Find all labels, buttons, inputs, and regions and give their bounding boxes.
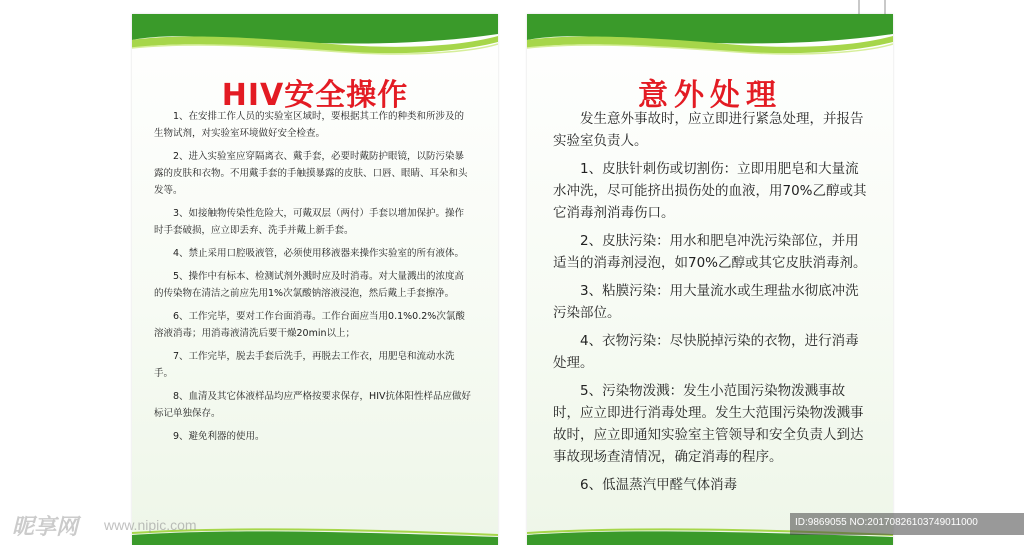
top-wave-decoration [527,14,893,58]
paragraph: 5、操作中有标本、检测试剂外溅时应及时消毒。对大量溅出的浓度高的传染物在清洁之前应先用1%次氯酸钠溶液浸泡，然后戴上手套擦净。 [154,271,465,299]
poster-title: HIV安全操作 [221,78,409,113]
paragraph: 4、禁止采用口腔吸液管，必须使用移液器来操作实验室的所有液体。 [173,248,465,259]
paragraph: 1、在安排工作人员的实验室区域时，要根据其工作的种类和所涉及的生物试剂，对实验室环境做好安全检查。 [154,111,465,139]
paragraph: 1、皮肤针刺伤或切割伤：立即用肥皂和大量流水冲洗，尽可能挤出损伤处的血液，用70%乙醇或其它消毒剂消毒伤口。 [553,161,867,221]
paragraph: 3、如接触物传染性危险大，可戴双层（两付）手套以增加保护。操作时手套破损，应立即丢弃、洗手并戴上新手套。 [154,208,465,236]
paragraph: 7、工作完毕，脱去手套后洗手，再脱去工作衣，用肥皂和流动水洗手。 [154,351,455,379]
watermark-url: www.nipic.com [104,517,197,533]
poster-body [553,108,867,502]
paragraph: 发生意外事故时，应立即进行紧急处理，并报告实验室负责人。 [553,111,864,149]
poster-accident-handling [527,14,893,545]
poster-hiv-safety [132,14,498,545]
poster-title: 意外处理 [638,78,782,113]
paragraph: 6、工作完毕，要对工作台面消毒。工作台面应当用0.1%0.2%次氯酸溶液消毒；用消毒液清洗后要干燥20min以上； [154,311,465,339]
paragraph: 9、避免利器的使用。 [173,431,265,442]
paragraph: 3、粘膜污染：用大量流水或生理盐水彻底冲洗污染部位。 [553,283,859,321]
top-wave-decoration [132,14,498,58]
paragraph: 5、污染物泼溅：发生小范围污染物泼溅事故时，应立即进行消毒处理。发生大范围污染物泼溅事故时，应立即通知实验室主管领导和安全负责人到达事故现场查清情况，确定消毒的程序。 [553,383,864,465]
paragraph: 6、低温蒸汽甲醛气体消毒 [580,477,738,493]
paragraph: 4、衣物污染：尽快脱掉污染的衣物，进行消毒处理。 [553,333,859,371]
image-id-label: ID:9869055 NO:20170826103749011000 [795,517,978,528]
poster-body [154,108,472,451]
paragraph: 8、血清及其它体液样品均应严格按要求保存，HIV抗体阳性样品应做好标记单独保存。 [154,391,471,419]
watermark-logo: 昵享网 [12,514,79,540]
paragraph: 2、进入实验室应穿隔离衣、戴手套，必要时戴防护眼镜，以防污染暴露的皮肤和衣物。不用戴手套的手触摸暴露的皮肤、口唇、眼睛、耳朵和头发等。 [154,151,468,196]
paragraph: 2、皮肤污染：用水和肥皂冲洗污染部位，并用适当的消毒剂浸泡，如70%乙醇或其它皮肤消毒剂。 [553,233,867,271]
